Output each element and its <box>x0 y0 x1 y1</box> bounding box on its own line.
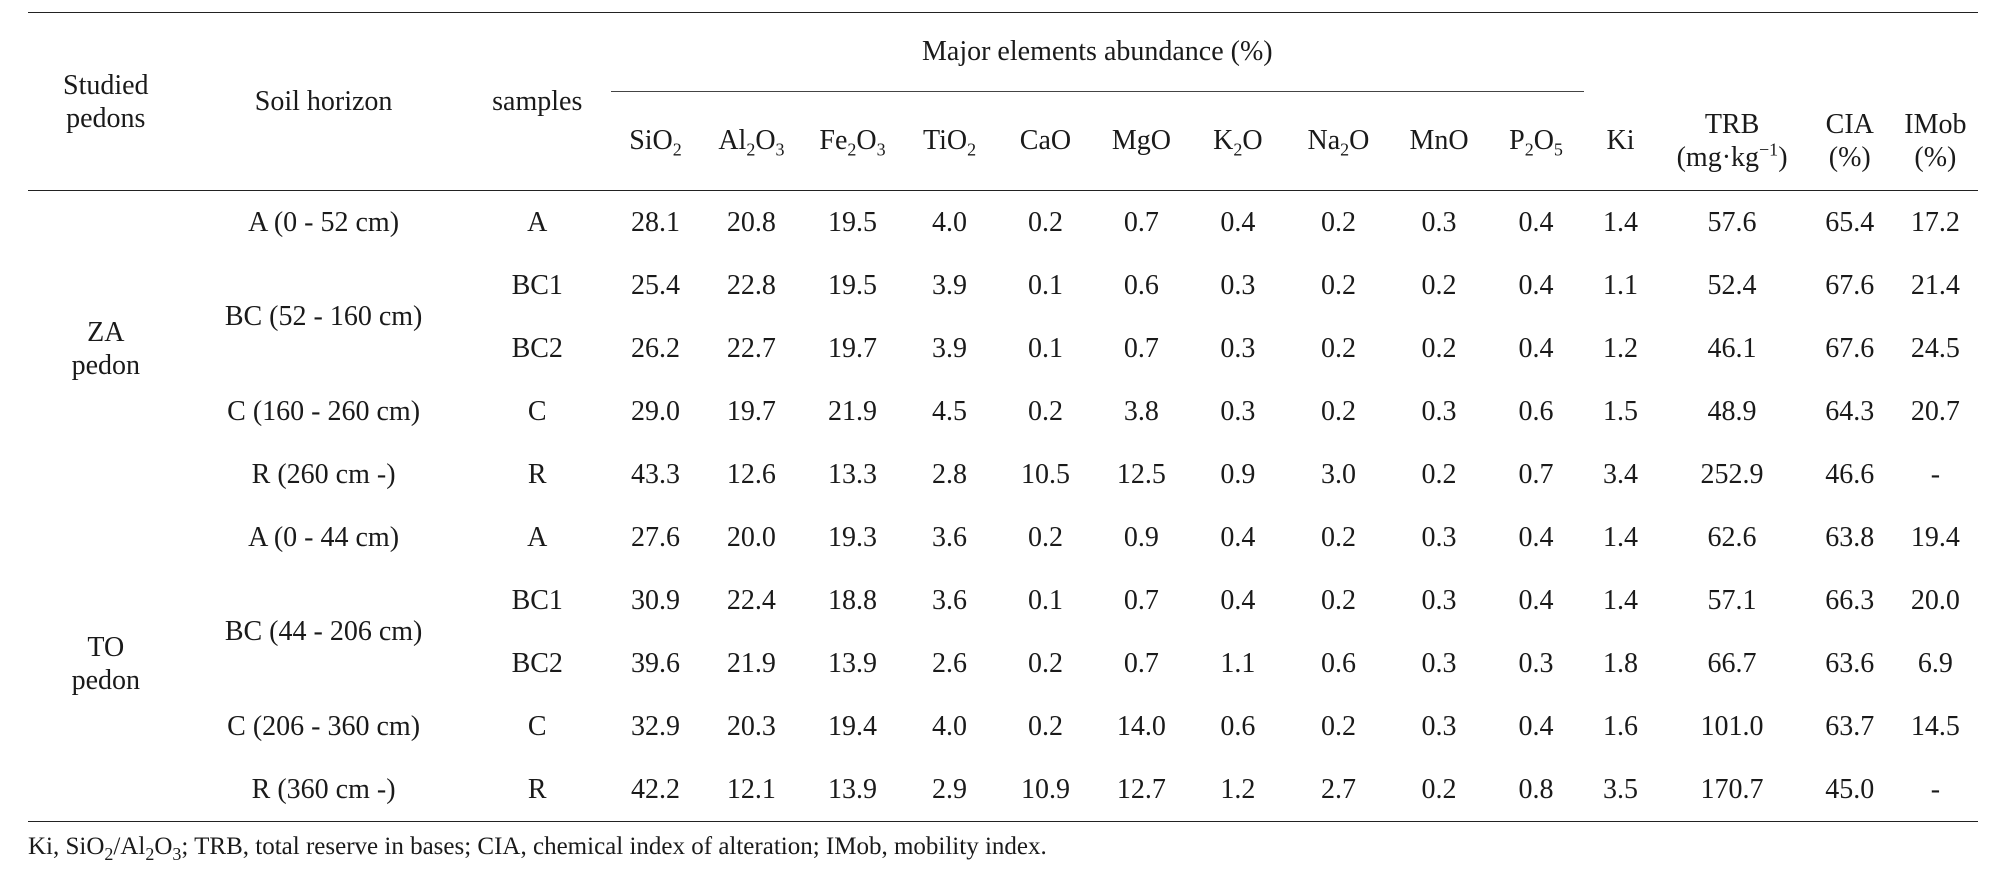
value-cell: 10.5 <box>1020 458 1070 490</box>
value-cell: 21.4 <box>1910 269 1960 301</box>
footnote-part: 3 <box>172 844 182 864</box>
value-cell: - <box>1930 458 1941 490</box>
value-cell: 0.4 <box>1518 710 1554 742</box>
value-cell: 64.3 <box>1825 395 1875 427</box>
sample-id-cell: A <box>527 206 548 238</box>
value-cell: 3.6 <box>932 521 968 553</box>
header-trb <box>1657 92 1806 191</box>
footnote-part: 2 <box>145 844 155 864</box>
header-oxide: $Fe_2O_3$ <box>803 92 903 191</box>
value-cell: 0.7 <box>1123 584 1159 616</box>
sample-id-cell: BC1 <box>511 269 563 301</box>
value-cell: 0.9 <box>1220 458 1256 490</box>
value-cell: 0.4 <box>1518 521 1554 553</box>
value-cell: 62.6 <box>1707 521 1757 553</box>
value-cell: 3.4 <box>1603 458 1639 490</box>
value-cell: 63.8 <box>1825 521 1875 553</box>
value-cell: 0.1 <box>1027 332 1063 364</box>
value-cell: 0.2 <box>1421 458 1457 490</box>
table-row <box>28 758 1978 822</box>
header-oxide: TiO$_2$ <box>902 92 996 191</box>
value-cell: 19.4 <box>828 710 878 742</box>
value-cell: 66.3 <box>1825 584 1875 616</box>
table-footnote <box>28 832 1047 862</box>
value-cell: 0.3 <box>1421 206 1457 238</box>
value-cell: 39.6 <box>631 647 680 679</box>
header-oxide: $Al_2O_3$ <box>700 92 803 191</box>
value-cell: 1.4 <box>1603 584 1639 616</box>
value-cell: 13.3 <box>828 458 878 490</box>
horizon-cell: BC (44 - 206 cm) <box>224 616 423 647</box>
value-cell: 0.2 <box>1320 332 1356 364</box>
table-row <box>28 443 1978 506</box>
table-row <box>28 380 1978 443</box>
value-cell: 0.7 <box>1123 206 1159 238</box>
value-cell: 101.0 <box>1700 710 1764 742</box>
horizon-cell: BC (52 - 160 cm) <box>224 301 423 332</box>
header-oxide: SiO$_2$ <box>611 92 700 191</box>
header-major-elements-group: Major elements abundance (%) <box>611 13 1584 92</box>
value-cell: 0.2 <box>1320 710 1356 742</box>
value-cell: 0.2 <box>1027 395 1063 427</box>
value-cell: 0.2 <box>1320 584 1356 616</box>
header-studied-pedons-line1: Studied <box>63 69 149 101</box>
value-cell: 0.3 <box>1220 332 1256 364</box>
value-cell: 19.7 <box>726 395 776 427</box>
value-cell: 20.3 <box>726 710 776 742</box>
horizon-cell: R (360 cm -) <box>184 758 464 822</box>
value-cell: 3.6 <box>932 584 968 616</box>
value-cell: 0.3 <box>1518 647 1554 679</box>
value-cell: 66.7 <box>1707 647 1757 679</box>
value-cell: 0.4 <box>1518 269 1554 301</box>
value-cell: 14.0 <box>1116 710 1166 742</box>
header-oxide: $P_2O_5$ <box>1488 92 1583 191</box>
value-cell: 22.8 <box>726 269 776 301</box>
value-cell: 43.3 <box>631 458 680 490</box>
value-cell: 3.9 <box>932 332 968 364</box>
value-cell: 6.9 <box>1917 647 1953 679</box>
value-cell: 0.2 <box>1320 521 1356 553</box>
value-cell: 0.7 <box>1123 647 1159 679</box>
value-cell: 3.9 <box>932 269 968 301</box>
sample-id-cell: C <box>527 710 547 742</box>
value-cell: 12.1 <box>700 758 803 822</box>
value-cell: 1.4 <box>1603 521 1639 553</box>
footnote-part: 2 <box>104 844 114 864</box>
value-cell: 46.6 <box>1825 458 1875 490</box>
value-cell: 4.0 <box>932 710 968 742</box>
value-cell: 19.7 <box>828 332 878 364</box>
value-cell: 20.8 <box>726 206 776 238</box>
header-oxide: CaO <box>997 92 1095 191</box>
value-cell: 21.9 <box>828 395 878 427</box>
value-cell: 0.3 <box>1220 269 1256 301</box>
value-cell: 20.7 <box>1910 395 1960 427</box>
sample-id-cell: C <box>527 395 547 427</box>
sample-id-cell: BC2 <box>511 647 563 679</box>
pedon-name-cell: TO pedon <box>28 506 184 822</box>
value-cell: 2.9 <box>902 758 996 822</box>
value-cell: 24.5 <box>1910 332 1960 364</box>
value-cell: 0.8 <box>1488 758 1583 822</box>
value-cell: - <box>1893 758 1978 822</box>
value-cell: 67.6 <box>1825 332 1875 364</box>
value-cell: 0.4 <box>1220 521 1256 553</box>
value-cell: 17.2 <box>1910 206 1960 238</box>
header-studied-pedons-line2: pedons <box>66 102 146 134</box>
value-cell: 13.9 <box>803 758 903 822</box>
header-imob-line1: IMob <box>1904 108 1967 140</box>
pedon-name-cell: ZA pedon <box>71 316 140 381</box>
value-cell: 63.7 <box>1825 710 1875 742</box>
value-cell: 20.0 <box>1910 584 1960 616</box>
sample-id-cell: A <box>527 521 548 553</box>
value-cell: 3.0 <box>1320 458 1356 490</box>
value-cell: 26.2 <box>631 332 680 364</box>
header-imob-unit: (%) <box>1914 141 1957 173</box>
header-imob-spacer <box>1893 13 1978 92</box>
value-cell: 12.5 <box>1116 458 1166 490</box>
value-cell: 27.6 <box>631 521 680 553</box>
value-cell: 22.7 <box>726 332 776 364</box>
value-cell: 32.9 <box>631 710 680 742</box>
value-cell: 19.5 <box>828 206 878 238</box>
value-cell: 1.8 <box>1603 647 1639 679</box>
value-cell: 19.3 <box>828 521 878 553</box>
value-cell: 19.4 <box>1910 521 1960 553</box>
value-cell: 30.9 <box>631 584 680 616</box>
value-cell: 0.1 <box>1027 584 1063 616</box>
value-cell: 1.5 <box>1603 395 1639 427</box>
value-cell: 1.1 <box>1220 647 1256 679</box>
header-cia-line1: CIA <box>1825 108 1874 140</box>
value-cell: 1.4 <box>1603 206 1639 238</box>
value-cell: 19.5 <box>828 269 878 301</box>
value-cell: 45.0 <box>1807 758 1893 822</box>
header-studied-pedons <box>28 13 184 191</box>
value-cell: 67.6 <box>1825 269 1875 301</box>
value-cell: 0.9 <box>1123 521 1159 553</box>
header-imob <box>1893 92 1978 191</box>
value-cell: 0.2 <box>1390 758 1489 822</box>
value-cell: 0.7 <box>1518 458 1554 490</box>
footnote-part: ; TRB, total reserve in bases; CIA, chemical index of alteration; IMob, mobility index. <box>181 833 1047 860</box>
value-cell: 28.1 <box>631 206 680 238</box>
value-cell: 2.6 <box>932 647 968 679</box>
value-cell: 170.7 <box>1657 758 1806 822</box>
value-cell: 46.1 <box>1707 332 1757 364</box>
value-cell: 0.2 <box>1027 206 1063 238</box>
value-cell: 0.4 <box>1518 332 1554 364</box>
value-cell: 0.2 <box>1421 269 1457 301</box>
header-ki: Ki <box>1584 92 1658 191</box>
value-cell: 18.8 <box>828 584 878 616</box>
value-cell: 42.2 <box>611 758 700 822</box>
value-cell: 0.4 <box>1518 206 1554 238</box>
value-cell: 29.0 <box>631 395 680 427</box>
value-cell: 48.9 <box>1707 395 1757 427</box>
value-cell: 0.3 <box>1421 395 1457 427</box>
value-cell: 0.6 <box>1123 269 1159 301</box>
value-cell: 21.9 <box>726 647 776 679</box>
sample-id-cell: R <box>527 458 547 490</box>
value-cell: 0.2 <box>1320 206 1356 238</box>
header-oxide: $K_2O$ <box>1189 92 1288 191</box>
header-soil-horizon: Soil horizon <box>184 13 464 191</box>
value-cell: 0.3 <box>1421 647 1457 679</box>
horizon-cell: C (206 - 360 cm) <box>227 710 421 742</box>
value-cell: 4.0 <box>932 206 968 238</box>
value-cell: 0.1 <box>1027 269 1063 301</box>
value-cell: 1.6 <box>1603 710 1639 742</box>
header-cia-spacer <box>1807 13 1893 92</box>
header-trb-line1: TRB <box>1704 108 1760 140</box>
value-cell: 0.4 <box>1220 206 1256 238</box>
value-cell: 0.2 <box>1421 332 1457 364</box>
value-cell: 0.6 <box>1518 395 1554 427</box>
header-cia <box>1807 92 1893 191</box>
footnote-part: Ki, SiO <box>28 833 105 860</box>
major-elements-table <box>28 12 1978 822</box>
sample-id-cell: BC1 <box>511 584 563 616</box>
table-row <box>28 569 1978 632</box>
table-row <box>28 191 1978 255</box>
value-cell: 0.2 <box>1320 269 1356 301</box>
value-cell: 57.1 <box>1707 584 1757 616</box>
value-cell: 0.3 <box>1421 521 1457 553</box>
value-cell: 0.3 <box>1421 584 1457 616</box>
value-cell: 65.4 <box>1825 206 1875 238</box>
value-cell: 0.4 <box>1220 584 1256 616</box>
header-samples: samples <box>464 13 611 191</box>
value-cell: 0.3 <box>1421 710 1457 742</box>
value-cell: 1.2 <box>1603 332 1639 364</box>
value-cell: 12.7 <box>1094 758 1188 822</box>
value-cell: 20.0 <box>726 521 776 553</box>
value-cell: 0.6 <box>1320 647 1356 679</box>
value-cell: 63.6 <box>1825 647 1875 679</box>
value-cell: 22.4 <box>726 584 776 616</box>
value-cell: 1.2 <box>1189 758 1288 822</box>
header-oxide: $Na_2O$ <box>1287 92 1390 191</box>
value-cell: 0.3 <box>1220 395 1256 427</box>
sample-id-cell: R <box>464 758 611 822</box>
value-cell: 0.2 <box>1027 647 1063 679</box>
value-cell: 2.8 <box>932 458 968 490</box>
value-cell: 25.4 <box>631 269 680 301</box>
value-cell: 3.8 <box>1123 395 1159 427</box>
data-table-container <box>28 12 1978 822</box>
value-cell: 13.9 <box>828 647 878 679</box>
value-cell: 0.4 <box>1518 584 1554 616</box>
horizon-cell: A (0 - 44 cm) <box>248 521 400 553</box>
value-cell: 0.7 <box>1123 332 1159 364</box>
value-cell: 0.2 <box>1320 395 1356 427</box>
footnote-part: O <box>154 833 173 860</box>
sample-id-cell: BC2 <box>511 332 563 364</box>
value-cell: 2.7 <box>1287 758 1390 822</box>
table-row <box>28 254 1978 317</box>
value-cell: 52.4 <box>1707 269 1757 301</box>
value-cell: 3.5 <box>1584 758 1658 822</box>
horizon-cell: A (0 - 52 cm) <box>248 206 400 238</box>
value-cell: 4.5 <box>932 395 968 427</box>
header-trb-spacer <box>1657 13 1806 92</box>
value-cell: 12.6 <box>726 458 776 490</box>
value-cell: 1.1 <box>1603 269 1639 301</box>
value-cell: 10.9 <box>997 758 1095 822</box>
value-cell: 252.9 <box>1700 458 1764 490</box>
value-cell: 0.2 <box>1027 521 1063 553</box>
value-cell: 0.2 <box>1027 710 1063 742</box>
header-oxide: MgO <box>1094 92 1188 191</box>
table-body <box>28 191 1978 822</box>
header-trb-unit: $(mg\cdot kg^{-1})$ <box>1676 139 1788 173</box>
value-cell: 14.5 <box>1910 710 1960 742</box>
value-cell: 57.6 <box>1707 206 1757 238</box>
header-ki-spacer <box>1584 13 1658 92</box>
header-oxide: MnO <box>1390 92 1489 191</box>
footnote-part: /Al <box>113 833 146 860</box>
value-cell: 0.6 <box>1220 710 1256 742</box>
horizon-cell: R (260 cm -) <box>251 458 396 490</box>
table-row <box>28 506 1978 569</box>
header-cia-unit: (%) <box>1828 141 1871 173</box>
horizon-cell: C (160 - 260 cm) <box>227 395 421 427</box>
table-row <box>28 695 1978 758</box>
